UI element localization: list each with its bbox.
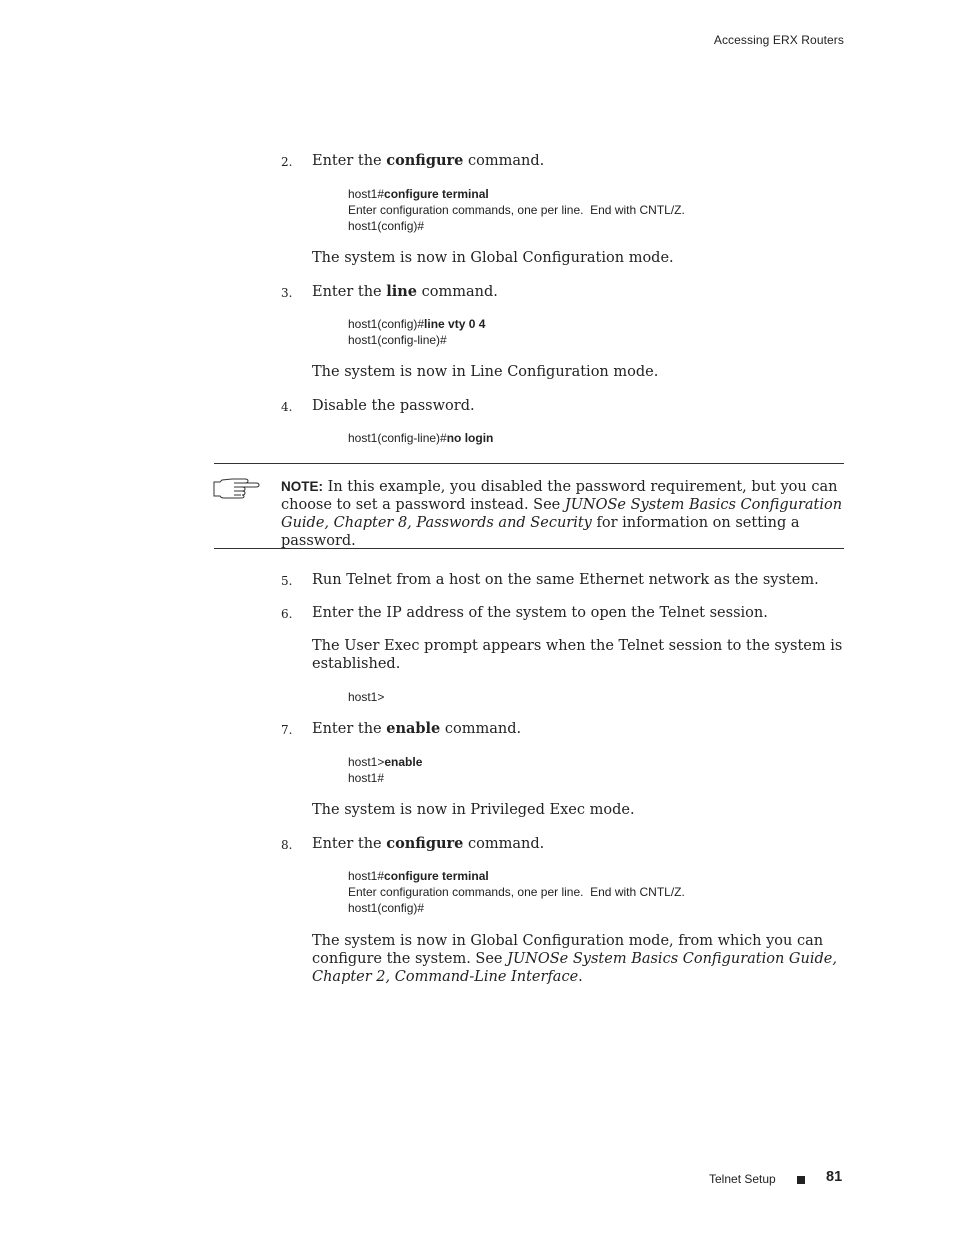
reference-link: JUNOSe System Basics Configuration Guide, Chapter 8, Passwords and Security bbox=[281, 497, 843, 531]
pointing-hand-icon bbox=[212, 473, 260, 499]
code-block bbox=[348, 689, 384, 705]
note-top-rule bbox=[214, 463, 844, 464]
step-number: 5. bbox=[281, 574, 293, 588]
step-text: command. bbox=[417, 284, 498, 300]
step-text: Enter the bbox=[312, 284, 387, 300]
step-number: 4. bbox=[281, 400, 293, 414]
footer-bullet-icon bbox=[797, 1176, 805, 1184]
result-text: The system is now in Global Configuration mode. bbox=[312, 250, 674, 266]
code-line: host1>enable bbox=[348, 755, 423, 769]
code-line: Enter configuration commands, one per line. End with CNTL/Z. bbox=[348, 885, 685, 899]
step-text: Enter the bbox=[312, 836, 387, 852]
code-line: host1(config)# bbox=[348, 901, 425, 915]
code-block bbox=[348, 186, 685, 234]
step-number: 2. bbox=[281, 155, 293, 169]
step-text: Enter the bbox=[312, 721, 387, 737]
code-line: host1(config)# bbox=[348, 219, 425, 233]
code-line: host1(config)#line vty 0 4 bbox=[348, 317, 486, 331]
note-box bbox=[281, 478, 846, 550]
step-text: Enter the IP address of the system to open the Telnet session. bbox=[312, 605, 768, 621]
step-text: Run Telnet from a host on the same Ethernet network as the system. bbox=[312, 572, 819, 588]
code-block bbox=[348, 430, 493, 446]
command-name: configure bbox=[386, 835, 464, 852]
code-line: host1> bbox=[348, 690, 385, 704]
code-line: host1(config-line)# bbox=[348, 333, 447, 347]
reference-link: JUNOSe System Basics Configuration Guide, Chapter 2, Command-Line Interface bbox=[312, 951, 837, 985]
step-number: 7. bbox=[281, 723, 293, 737]
step-number: 8. bbox=[281, 838, 293, 852]
code-block bbox=[348, 316, 485, 348]
command-name: line bbox=[386, 283, 418, 300]
step-text: command. bbox=[463, 836, 545, 852]
code-line: host1(config-line)#no login bbox=[348, 431, 494, 445]
result-text: The system is now in Line Configuration mode. bbox=[312, 364, 659, 380]
code-line: host1#configure terminal bbox=[348, 187, 489, 201]
step-number: 3. bbox=[281, 286, 293, 300]
code-block bbox=[348, 868, 685, 916]
step-number: 6. bbox=[281, 607, 293, 621]
note-text: In this example, you disabled the password requirement, but you can choose to set a password instead. See bbox=[281, 479, 838, 513]
page-number: 81 bbox=[826, 1169, 843, 1185]
note-bottom-rule bbox=[214, 548, 844, 549]
note-text: for information on setting a password. bbox=[281, 515, 800, 549]
note-label: NOTE: bbox=[281, 479, 323, 494]
step-text: command. bbox=[463, 153, 545, 169]
step-text: Enter the bbox=[312, 153, 387, 169]
command-name: enable bbox=[386, 720, 441, 737]
code-line: Enter configuration commands, one per line. End with CNTL/Z. bbox=[348, 203, 685, 217]
command-name: configure bbox=[386, 152, 464, 169]
code-line: host1#configure terminal bbox=[348, 869, 489, 883]
result-text: The system is now in Privileged Exec mode. bbox=[312, 802, 635, 818]
code-block bbox=[348, 754, 422, 786]
result-text: The User Exec prompt appears when the Telnet session to the system is established. bbox=[312, 638, 843, 672]
result-text: The system is now in Global Configuration mode, from which you can configure the system. See JUNOSe System Basics Configuration Guide, Chapter 2, Command-Line Interface. bbox=[312, 933, 837, 985]
step-text: Disable the password. bbox=[312, 398, 475, 414]
footer-section-title: Telnet Setup bbox=[709, 1172, 776, 1186]
step-text: command. bbox=[440, 721, 522, 737]
running-header: Accessing ERX Routers bbox=[713, 33, 844, 47]
code-line: host1# bbox=[348, 771, 385, 785]
